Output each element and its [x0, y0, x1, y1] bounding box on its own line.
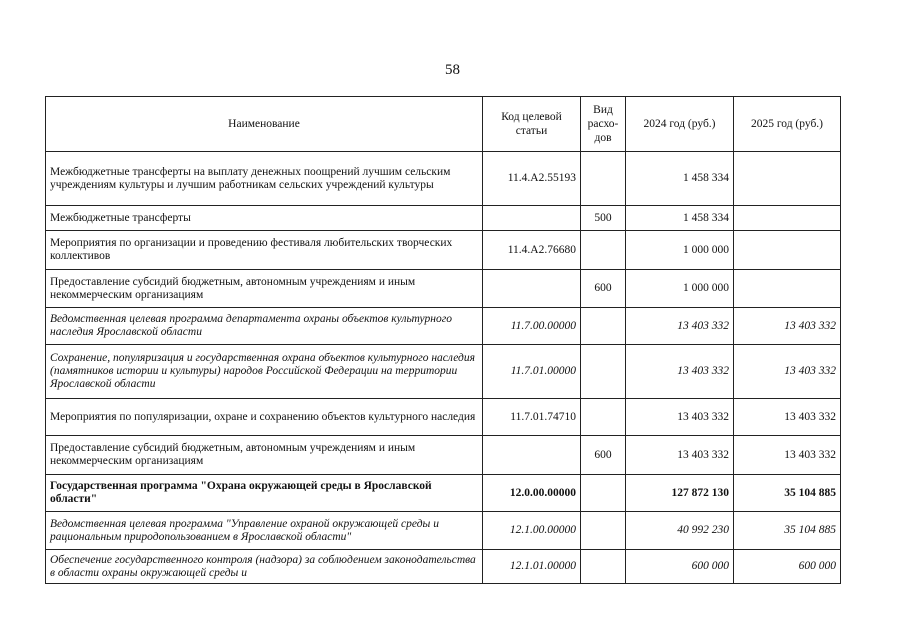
header-kind: Вид расхо-дов — [581, 97, 626, 152]
cell-2024: 1 000 000 — [626, 270, 734, 308]
cell-kind: 500 — [581, 206, 626, 231]
cell-code: 11.7.00.00000 — [483, 308, 581, 345]
table-row — [46, 550, 841, 584]
cell-kind — [581, 308, 626, 345]
cell-code: 12.1.01.00000 — [483, 550, 581, 584]
cell-2025: 13 403 332 — [734, 436, 841, 475]
table-row — [46, 308, 841, 345]
cell-name: Предоставление субсидий бюджетным, автономным учреждениям и иным некоммерческим организациям — [46, 436, 483, 475]
cell-kind — [581, 550, 626, 584]
cell-2024: 1 458 334 — [626, 152, 734, 206]
budget-table — [45, 96, 841, 584]
cell-name: Обеспечение государственного контроля (надзора) за соблюдением законодательства в области охраны окружающей среды и — [46, 550, 483, 584]
cell-code: 12.1.00.00000 — [483, 512, 581, 550]
cell-name: Сохранение, популяризация и государственная охрана объектов культурного наследия (памятников истории и культуры) народов Российской Федерации на территории Ярославской области — [46, 345, 483, 399]
header-2025: 2025 год (руб.) — [734, 97, 841, 152]
cell-name: Государственная программа "Охрана окружающей среды в Ярославской области" — [46, 475, 483, 512]
cell-2024: 13 403 332 — [626, 345, 734, 399]
header-name: Наименование — [46, 97, 483, 152]
cell-code: 11.4.A2.76680 — [483, 231, 581, 270]
cell-2024: 13 403 332 — [626, 399, 734, 436]
cell-2025: 13 403 332 — [734, 399, 841, 436]
cell-2024: 13 403 332 — [626, 436, 734, 475]
cell-code — [483, 206, 581, 231]
table-row — [46, 270, 841, 308]
cell-kind: 600 — [581, 436, 626, 475]
table-row — [46, 475, 841, 512]
cell-name: Межбюджетные трансферты — [46, 206, 483, 231]
cell-2025: 35 104 885 — [734, 475, 841, 512]
table-header-row — [46, 97, 841, 152]
table-row — [46, 399, 841, 436]
cell-2024: 600 000 — [626, 550, 734, 584]
cell-name: Ведомственная целевая программа "Управление охраной окружающей среды и рациональным природопользованием в Ярославской области" — [46, 512, 483, 550]
cell-kind — [581, 399, 626, 436]
cell-kind — [581, 231, 626, 270]
cell-code — [483, 270, 581, 308]
cell-2024: 13 403 332 — [626, 308, 734, 345]
table-row — [46, 152, 841, 206]
cell-kind — [581, 152, 626, 206]
table-row — [46, 231, 841, 270]
table-row — [46, 206, 841, 231]
header-2024: 2024 год (руб.) — [626, 97, 734, 152]
cell-kind — [581, 345, 626, 399]
cell-2024: 1 000 000 — [626, 231, 734, 270]
table-row — [46, 436, 841, 475]
cell-2025: 35 104 885 — [734, 512, 841, 550]
cell-name: Предоставление субсидий бюджетным, автономным учреждениям и иным некоммерческим организациям — [46, 270, 483, 308]
cell-2025 — [734, 231, 841, 270]
cell-kind — [581, 475, 626, 512]
cell-name: Мероприятия по организации и проведению фестиваля любительских творческих коллективов — [46, 231, 483, 270]
cell-2024: 1 458 334 — [626, 206, 734, 231]
header-code: Код целевой статьи — [483, 97, 581, 152]
cell-name: Межбюджетные трансферты на выплату денежных поощрений лучшим сельским учреждениям культуры и лучшим работникам сельских учреждений культуры — [46, 152, 483, 206]
cell-2025: 13 403 332 — [734, 308, 841, 345]
cell-code: 11.7.01.74710 — [483, 399, 581, 436]
cell-2024: 127 872 130 — [626, 475, 734, 512]
cell-name: Ведомственная целевая программа департамента охраны объектов культурного наследия Ярославской области — [46, 308, 483, 345]
cell-2024: 40 992 230 — [626, 512, 734, 550]
cell-2025 — [734, 206, 841, 231]
cell-2025: 13 403 332 — [734, 345, 841, 399]
cell-code: 12.0.00.00000 — [483, 475, 581, 512]
table-row — [46, 345, 841, 399]
cell-2025: 600 000 — [734, 550, 841, 584]
cell-name: Мероприятия по популяризации, охране и сохранению объектов культурного наследия — [46, 399, 483, 436]
cell-2025 — [734, 152, 841, 206]
page-number: 58 — [445, 62, 460, 78]
cell-code: 11.4.A2.55193 — [483, 152, 581, 206]
cell-kind: 600 — [581, 270, 626, 308]
table-row — [46, 512, 841, 550]
cell-code: 11.7.01.00000 — [483, 345, 581, 399]
cell-kind — [581, 512, 626, 550]
cell-2025 — [734, 270, 841, 308]
cell-code — [483, 436, 581, 475]
